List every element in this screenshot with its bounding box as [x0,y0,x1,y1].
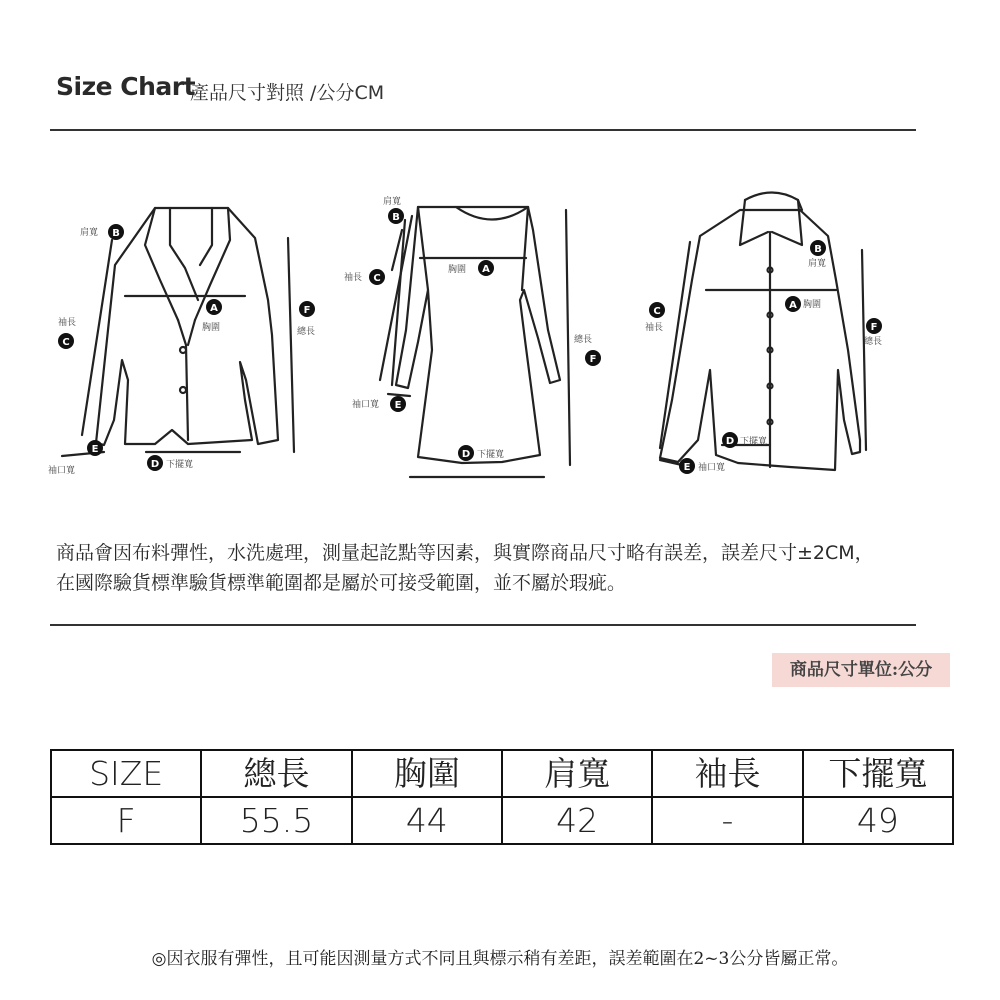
shirt-marker-a: A [789,300,797,311]
jacket-label-chest: 胸圍 [202,323,221,333]
cell-size: F [51,797,201,844]
note-line-1: 商品會因布料彈性，水洗處理，測量起訖點等因素，與實際商品尺寸略有誤差，誤差尺寸±2CM， [56,542,874,564]
size-table [50,749,954,845]
note-line-2: 在國際驗貨標準驗貨標準範圍都是屬於可接受範圍，並不屬於瑕疵。 [56,572,627,594]
garment-diagrams [0,180,1000,490]
dress-marker-c: C [373,273,381,284]
header-chest: 胸圍 [352,750,502,797]
dress-label-sleeve: 袖長 [344,273,363,283]
jacket-marker-a: A [210,303,218,314]
size-chart-title: Size Chart [56,72,196,101]
shirt-label-chest: 胸圍 [803,300,822,310]
dress-label-hem: 下擺寬 [477,450,505,460]
jacket-diagram [48,208,315,476]
footer-note: ◎因衣服有彈性，且可能因測量方式不同且與標示稍有差距，誤差範圍在2~3公分皆屬正常。 [151,949,849,969]
cell-chest: 44 [352,797,502,844]
size-chart-subtitle: 產品尺寸對照 /公分CM [190,82,385,104]
header-sleeve: 袖長 [652,750,802,797]
cell-hem: 49 [803,797,953,844]
dress-marker-b: B [392,212,400,223]
divider-top [50,129,916,131]
divider-bottom [50,624,916,626]
dress-diagram [344,195,601,477]
header-length: 總長 [201,750,351,797]
shirt-label-length: 總長 [864,337,883,347]
header-hem: 下擺寬 [803,750,953,797]
jacket-label-cuff: 袖口寬 [48,466,76,476]
header-size: SIZE [51,750,201,797]
dress-marker-e: E [394,400,402,411]
jacket-label-hem: 下擺寬 [166,460,194,470]
jacket-marker-c: C [62,337,70,348]
shirt-marker-f: F [870,322,878,333]
jacket-marker-b: B [112,228,120,239]
shirt-marker-d: D [725,436,735,447]
header-shoulder: 肩寬 [502,750,652,797]
shirt-marker-b: B [814,244,822,255]
dress-marker-d: D [461,449,471,460]
cell-length: 55.5 [201,797,351,844]
cell-shoulder: 42 [502,797,652,844]
jacket-label-length: 總長 [297,327,316,337]
dress-label-length: 總長 [574,335,593,345]
jacket-marker-d: D [150,459,160,470]
jacket-label-shoulder: 肩寬 [80,228,99,238]
shirt-marker-e: E [683,462,691,473]
unit-badge: 商品尺寸單位:公分 [772,653,950,687]
cell-sleeve: - [652,797,802,844]
dress-marker-f: F [589,354,597,365]
jacket-marker-e: E [91,444,99,455]
dress-label-chest: 胸圍 [448,265,467,275]
jacket-marker-f: F [303,305,311,316]
dress-marker-a: A [482,264,490,275]
jacket-label-sleeve: 袖長 [58,318,77,328]
shirt-label-shoulder: 肩寬 [808,259,827,269]
shirt-diagram [645,193,882,475]
table-header-row [51,750,953,797]
measurement-note [56,538,996,598]
dress-label-cuff: 袖口寬 [352,400,380,410]
shirt-label-sleeve: 袖長 [645,323,664,333]
table-row [51,797,953,844]
shirt-label-cuff: 袖口寬 [698,463,726,473]
shirt-marker-c: C [653,306,661,317]
dress-label-shoulder: 肩寬 [383,197,402,207]
shirt-label-hem: 下擺寬 [740,437,768,447]
